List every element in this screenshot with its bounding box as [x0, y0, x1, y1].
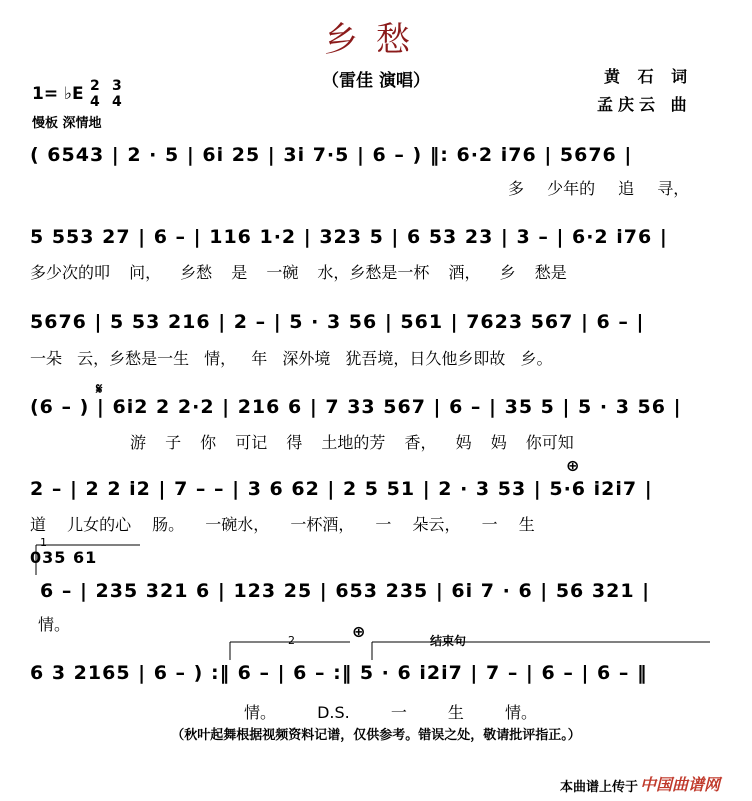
segno-icon: 𝄋	[96, 380, 103, 398]
lyrics-line-5: 道 儿女的心 肠。 一碗水， 一杯酒， 一 朵云， 一 生	[30, 515, 535, 534]
notation-line-7: 6 3 2165 | 6 – ) :‖ 6 – | 6 – :‖ 5 · 6 i2i7 | 7 – | 6 – | 6 – ‖	[30, 662, 648, 684]
site-logo[interactable]: 中国曲谱网	[640, 775, 721, 794]
ending-1-label: 1	[40, 536, 47, 549]
coda-icon: ⊕	[566, 456, 580, 475]
lyricist-credit: 黄 石 词	[604, 67, 694, 86]
composer-credit: 孟庆云 曲	[597, 95, 692, 114]
meter-b-top: 3	[112, 78, 122, 94]
lyrics-line-4: 游 子 你 可记 得 土地的芳 香， 妈 妈 你可知	[130, 433, 574, 452]
coda-icon-2: ⊕	[352, 622, 366, 641]
tempo-marking: 慢板 深情地	[32, 116, 102, 131]
lyrics-line-6: 情。	[38, 615, 71, 634]
key-signature: 1= ♭E	[32, 84, 84, 104]
notation-line-2: 5 553 27 | 6 – | 116 1·2 | 323 5 | 6 53 23 | 3 – | 6·2 i76 |	[30, 226, 668, 248]
upload-credit: 本曲谱上传于	[560, 780, 639, 795]
lyrics-line-1: 多 少年的 追 寻，	[508, 179, 690, 198]
meter-a-bottom: 4	[90, 94, 100, 110]
notation-line-3: 5676 | 5 53 216 | 2 – | 5 · 3 56 | 561 | 7623 567 | 6 – |	[30, 311, 645, 333]
lyrics-line-2: 多少次的叩 问， 乡愁 是 一碗 水，乡愁是一杯 酒， 乡 愁是	[30, 263, 567, 282]
notation-line-6: 6 – | 235 321 6 | 123 25 | 653 235 | 6i 7 · 6 | 56 321 |	[40, 580, 651, 602]
page-subtitle: （雷佳 演唱）	[322, 71, 430, 91]
lyrics-line-7: 情。 D.S. 一 生 情。	[244, 703, 537, 722]
ending-1-notes: 035 61	[30, 548, 98, 567]
notation-line-1: ( 6543 | 2 · 5 | 6i 25 | 3i 7·5 | 6 – ) ‖: 6·2 i76 | 5676 |	[30, 144, 633, 166]
transcription-note: （秋叶起舞根据视频资料记谱，仅供参考。错误之处，敬请批评指正。）	[171, 728, 581, 743]
page-title: 乡愁	[324, 20, 428, 60]
ending-section-label: 结束句	[430, 634, 467, 648]
notation-line-4: (6 – ) | 6i2 2 2·2 | 216 6 | 7 33 567 | 6 – | 35 5 | 5 · 3 56 |	[30, 396, 682, 418]
meter-a-top: 2	[90, 78, 100, 94]
notation-line-5: 2 – | 2 2 i2 | 7 – – | 3 6 62 | 2 5 51 | 2 · 3 53 | 5·6 i2i7 |	[30, 478, 653, 500]
meter-b-bottom: 4	[112, 94, 122, 110]
lyrics-line-3: 一朵 云，乡愁是一生 情， 年 深外境 犹吾境，日久他乡即故 乡。	[30, 349, 553, 368]
ending-2-label: 2	[288, 634, 295, 647]
